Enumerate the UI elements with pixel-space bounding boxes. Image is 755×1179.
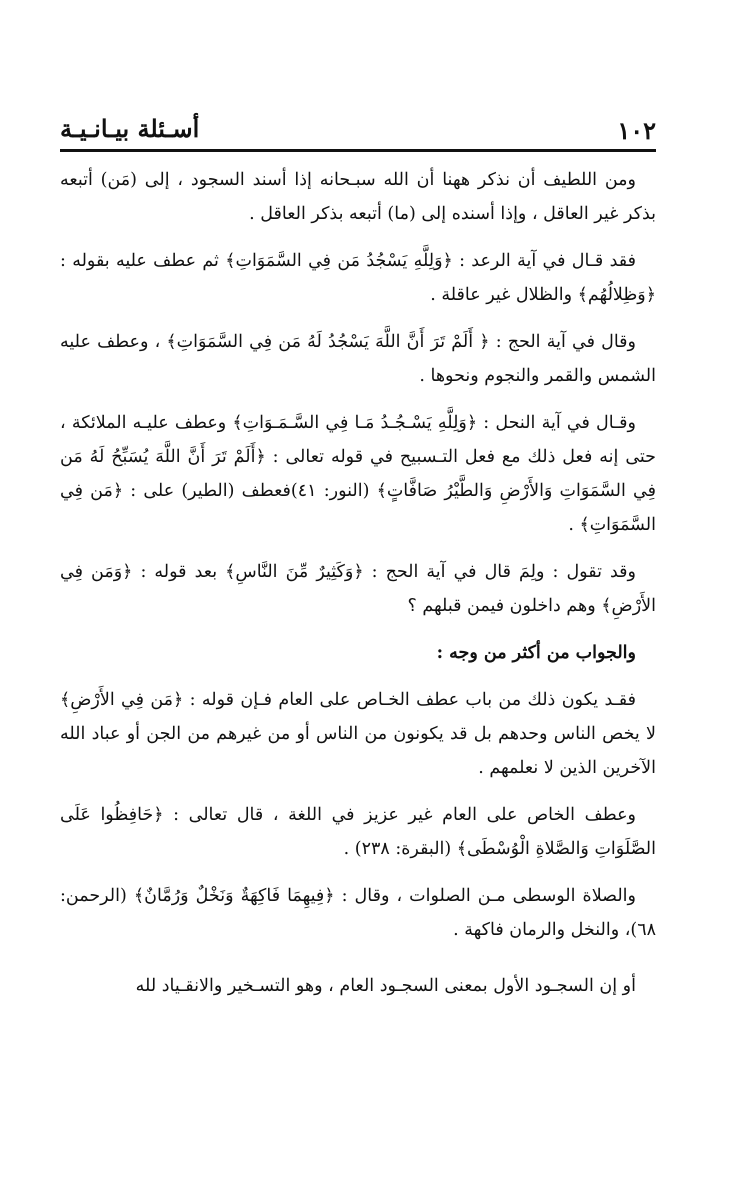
paragraph: فقـد يكون ذلك من باب عطف الخـاص على العام فـإن قوله : ﴿مَن فِي الأَرْضِ﴾ لا يخص الناس وحدهم بل قد يكونون من الناس أو من غيرهم من الجن أو عباد الله الآخرين الذين لا نعلمهم . [60,690,656,778]
paragraph: وقـال في آية النحل : ﴿وَلِلَّهِ يَسْـجُـدُ مَـا فِي السَّـمَـوَاتِ﴾ وعطف عليـه الملائكة ، حتى إنه فعل ذلك مع فعل التـسبيح في قوله تعالى : ﴿أَلَمْ تَرَ أَنَّ اللَّهَ يُسَبِّحُ لَهُ مَن فِي السَّمَوَاتِ وَالأَرْضِ وَالطَّيْرُ صَافَّاتٍ﴾ (النور: ٤١)فعطف (الطير) على : ﴿مَن فِي السَّمَوَاتِ﴾ . [60,413,656,535]
page-header [60,112,656,148]
header-divider [60,149,656,152]
running-title: أسـئلة بيـانـيـة [60,114,200,143]
section-heading: والجواب من أكثر من وجه : [436,643,636,663]
paragraph: وقال في آية الحج : ﴿ أَلَمْ تَرَ أَنَّ اللَّهَ يَسْجُدُ لَهُ مَن فِي السَّمَوَاتِ﴾ ، وعطف عليه الشمس والقمر والنجوم ونحوها . [60,332,656,386]
paragraph: ومن اللطيف أن نذكر ههنا أن الله سبـحانه إذا أسند السجود ، إلى (مَن) أتبعه بذكر غير العاقل ، وإذا أسنده إلى (ما) أتبعه بذكر العاقل . [60,170,656,224]
paragraph: وقد تقول : ولِمَ قال في آية الحج : ﴿وَكَثِيرٌ مِّنَ النَّاسِ﴾ بعد قوله : ﴿وَمَن فِي الأَرْضِ﴾ وهم داخلون فيمن قبلهم ؟ [60,562,656,616]
paragraph: أو إن السجـود الأول بمعنى السجـود العام ، وهو التسـخير والانقـياد لله [135,976,636,996]
paragraph: وعطف الخاص على العام غير عزيز في اللغة ، قال تعالى : ﴿حَافِظُوا عَلَى الصَّلَوَاتِ وَالصَّلاةِ الْوُسْطَى﴾ (البقرة: ٢٣٨) . [60,805,656,859]
body-text [60,163,656,1016]
paragraph: فقد قـال في آية الرعد : ﴿وَلِلَّهِ يَسْجُدُ مَن فِي السَّمَوَاتِ﴾ ثم عطف عليه بقوله : ﴿وَظِلالُهُم﴾ والظلال غير عاقلة . [60,251,656,305]
paragraph: والصلاة الوسطى مـن الصلوات ، وقال : ﴿فِيهِمَا فَاكِهَةٌ وَنَخْلٌ وَرُمَّانٌ﴾ (الرحمن: ٦٨)، والنخل والرمان فاكهة . [60,886,656,940]
page-number: ١٠٢ [617,116,656,145]
